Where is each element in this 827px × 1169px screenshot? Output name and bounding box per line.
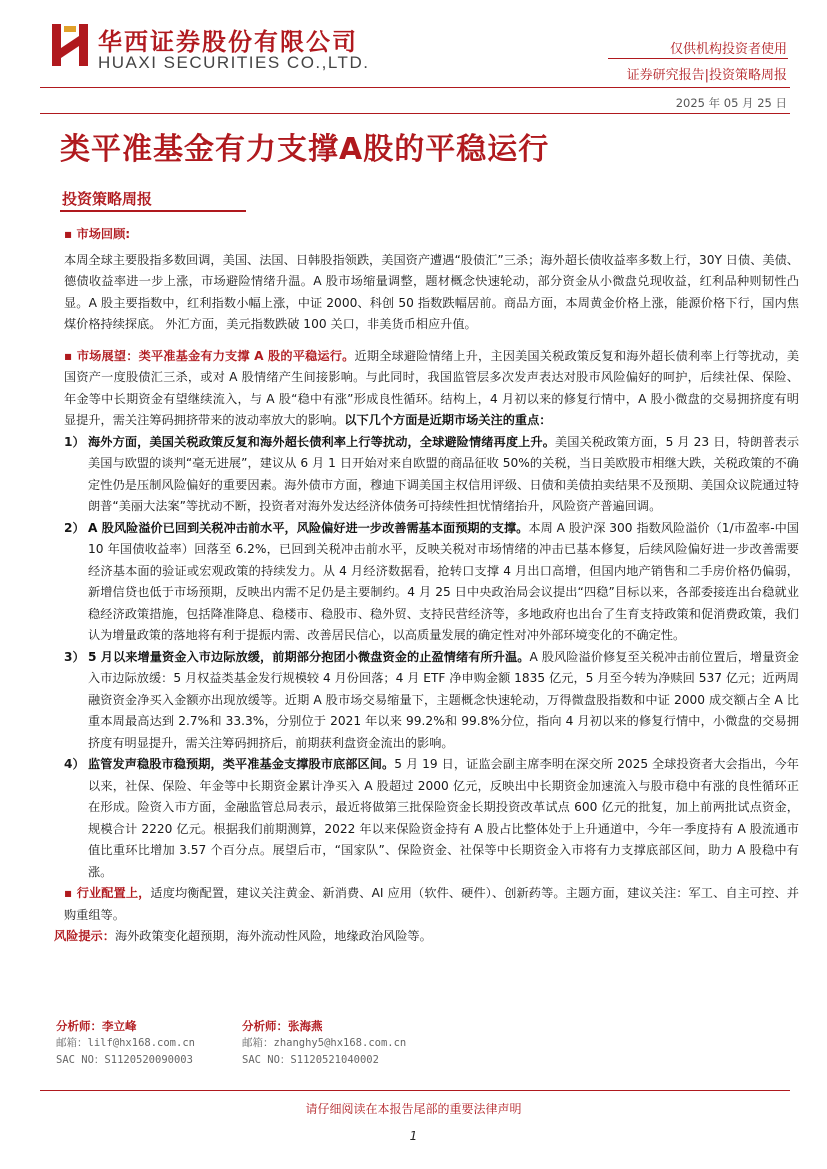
industry-paragraph: ▪ 行业配置上，适度均衡配置，建议关注黄金、新消费、AI 应用（软件、硬件）、创新药等。主题方面，建议关注：军工、自主可控、并购重组等。 bbox=[64, 886, 799, 922]
report-date: 2025 年 05 月 25 日 bbox=[675, 96, 787, 110]
analyst-2-sac: SAC NO：S1120521040002 bbox=[242, 1054, 379, 1066]
report-category: 证券研究报告|投资策略周报 bbox=[626, 68, 787, 83]
analyst-1-email: 邮箱：lilf@hx168.com.cn bbox=[56, 1037, 195, 1049]
header-rule bbox=[40, 87, 790, 88]
outlook-lead: 以下几个方面是近期市场关注的重点： bbox=[344, 413, 552, 427]
point-2: 2） A 股风险溢价已回到关税冲击前水平，风险偏好进一步改善需基本面预期的支撑。本周 A 股沪深 300 指数风险溢价（1/市盈率-中国 10 年国债收益率）回落至 6.2%，已回到关税冲击前水平，反映关税对市场情绪的冲击已基本修复，后续风险偏好进一步改善需要经济基本面的验证或宏观政策的持续发力。从 4 月经济数据看，抢转口支撑 4 月出口高增，但国内地产销售和二手房价格仍偏弱，新增信贷也低于市场预期，反映出内需不足仍是主要制约。4 月 25 日中央政治局会议提出“四稳”目标以来，各部委接连出台稳就业稳经济政策措施，包括降准降息、稳楼市、稳股市、稳外贸、支持民营经济等，多地政府也出台了生育支持政策和促消费政策，我们认为增量政策的落地将有利于提振内需、改善居民信心，以高质量发展的确定性对冲外部环境变化的不确定性。 bbox=[64, 520, 799, 642]
footer-rule bbox=[40, 1090, 790, 1091]
analyst-2 bbox=[242, 1018, 406, 1069]
legal-notice: 请仔细阅读在本报告尾部的重要法律声明 bbox=[305, 1102, 522, 1116]
company-name-cn: 华西证券股份有限公司 bbox=[98, 28, 358, 56]
page-number: 1 bbox=[409, 1129, 418, 1143]
date-rule bbox=[40, 113, 790, 114]
audience-tag: 仅供机构投资者使用 bbox=[669, 42, 787, 57]
report-subtitle: 投资策略周报 bbox=[62, 190, 153, 208]
market-review-label: ▪ 市场回顾: bbox=[64, 227, 131, 241]
outlook-label: ▪ 市场展望：类平准基金有力支撑 A 股的平稳运行。 bbox=[64, 348, 355, 363]
point-1: 1） 海外方面，美国关税政策反复和海外超长债利率上行等扰动，全球避险情绪再度上升。美国关税政策方面，5 月 23 日，特朗普表示美国与欧盟的谈判“毫无进展”，建议从 6 月 1 日开始对来自欧盟的商品征收 50%的关税，当日美欧股市相继大跌，关税政策的不确定性仍是压制风险偏好的重要因素。海外债市方面，穆迪下调美国主权信用评级、日债和美债拍卖结果不及预期、美国众议院通过特朗普“美丽大法案”等扰动不断，投资者对海外发达经济体债务可持续性担忧情绪抬升，风险资产普遍回调。 bbox=[64, 434, 800, 513]
market-review-text: 本周全球主要股指多数回调，美国、法国、日韩股指领跌，美国资产遭遇“股债汇”三杀；海外超长债收益率多数上行，30Y 日债、美债、德债收益率进一步上涨，市场避险情绪升温。A 股市场缩量调整，题材概念快速轮动，部分资金从小微盘兑现收益，红利品种则韧性凸显。A 股主要指数中，红利指数小幅上涨，中证 2000、科创 50 指数跌幅居前。商品方面，本周黄金价格上涨，能源价格下行，国内焦煤价格持续探底。 外汇方面，美元指数跌破 100 关口，非美货币相应升值。 bbox=[64, 252, 799, 331]
subtitle-rule bbox=[60, 210, 246, 212]
header-divider bbox=[608, 58, 788, 59]
risk-paragraph: 风险提示：海外政策变化超预期，海外流动性风险，地缘政治风险等。 bbox=[54, 929, 432, 943]
outlook-paragraph bbox=[64, 346, 799, 432]
analyst-1-name: 分析师：李立峰 bbox=[56, 1019, 137, 1033]
analyst-2-email: 邮箱：zhanghy5@hx168.com.cn bbox=[242, 1037, 407, 1049]
analyst-1-sac: SAC NO：S1120520090003 bbox=[56, 1054, 193, 1066]
company-name-en: HUAXI SECURITIES CO.,LTD. bbox=[98, 53, 370, 72]
report-body bbox=[54, 224, 800, 948]
analyst-1 bbox=[56, 1018, 195, 1069]
point-4: 4） 监管发声稳股市稳预期，类平准基金支撑股市底部区间。5 月 19 日，证监会副主席李明在深交所 2025 全球投资者大会指出，今年以来，社保、保险、年金等中长期资金累计净买入 A 股超过 2000 亿元，反映出中长期资金加速流入与股市稳中有涨的良性循环正在形成。险资入市方面，金融监管总局表示，最近将做第三批保险资金长期投资改革试点 600 亿元的批复，加上前两批试点资金，规模合计 2220 亿元。根据我们前期测算，2022 年以来保险资金持有 A 股占比整体处于上升通道中，今年一季度持有 A 股流通市值比重环比增加 3.57 个百分点。展望后市，“国家队”、保险资金、社保等中长期资金入市将有力支撑底部区间，助力 A 股稳中有涨。 bbox=[64, 757, 799, 879]
outlook-text: 近期全球避险情绪上升，主因美国关税政策反复和海外超长债利率上行等扰动，美国资产一度股债汇三杀，或对 A 股情绪产生间接影响。与此同时，我国监管层多次发声表达对股市风险偏好的呵护，后续社保、保险、年金等中长期资金有望继续流入，与 A 股“稳中有涨”形成良性循环。结构上，4 月初以来的修复行情中，A 股小微盘的交易拥挤度有明显提升，需关注筹码拥挤带来的波动率放大的影响。 bbox=[64, 348, 800, 427]
company-logo-icon bbox=[50, 22, 90, 68]
page-title: 类平准基金有力支撑A股的平稳运行 bbox=[60, 132, 550, 167]
analyst-2-name: 分析师：张海燕 bbox=[242, 1019, 323, 1033]
point-3: 3） 5 月以来增量资金入市边际放缓，前期部分抱团小微盘资金的止盈情绪有所升温。A 股风险溢价修复至关税冲击前位置后，增量资金入市边际放缓：5 月权益类基金发行规模较 4 月份回落；4 月 ETF 净申购金额 1835 亿元，5 月至今转为净赎回 537 亿元；近两周融资资金净买入金额亦出现放缓等。近期 A 股市场交易缩量下，主题概念快速轮动，万得微盘股指数和中证 2000 成交额占全 A 比重本周最高达到 2.7%和 33.3%，分别位于 2021 年以来 99.2%和 99.8%分位，指向 4 月初以来的修复行情中，小微盘的交易拥挤度有明显提升，需关注筹码拥挤后，前期获利盘资金流出的影响。 bbox=[64, 649, 799, 750]
